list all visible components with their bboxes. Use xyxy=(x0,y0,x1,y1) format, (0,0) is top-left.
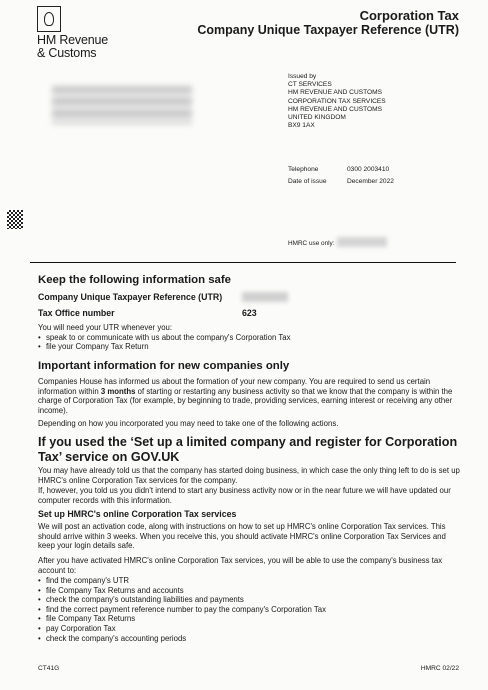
important-text-2: of starting or restarting any business activity so that we know that the company is within the charge of Corporation Tax (for example, by beginning to trade, providing services, earning interest or receiving any other income). xyxy=(38,386,453,415)
important-text-bold: 3 months xyxy=(100,386,136,396)
royal-crest-icon xyxy=(37,6,61,32)
setup-company-paragraph-2: If, however, you told us you didn't intend to start any business activity now or in the near future we will have updated our computer records with this information. xyxy=(38,486,451,505)
telephone-value: 0300 2003410 xyxy=(347,166,390,173)
issued-by-block xyxy=(288,73,386,130)
important-info-heading: Important information for new companies only xyxy=(38,360,290,372)
issued-by-line: BX9 1AX xyxy=(288,122,315,130)
online-services-list-wrap xyxy=(38,576,462,643)
list-item: • pay Corporation Tax xyxy=(38,624,462,634)
issued-by-line: HM REVENUE AND CUSTOMS xyxy=(288,89,383,97)
list-item: • file Company Tax Returns xyxy=(38,614,462,624)
list-item: • find the correct payment reference number to pay the company's Corporation Tax xyxy=(38,605,462,615)
utr-label: Company Unique Taxpayer Reference (UTR) xyxy=(38,292,223,302)
date-of-issue-value: December 2022 xyxy=(347,178,394,185)
issued-by-label: Issued by xyxy=(288,73,317,80)
logo-line-1: HM Revenue xyxy=(37,33,108,47)
hmrc-use-only-redacted xyxy=(337,237,387,247)
list-item: • check the company's accounting periods xyxy=(38,634,462,644)
title-line-1: Corporation Tax xyxy=(359,8,459,23)
online-services-heading: Set up HMRC's online Corporation Tax services xyxy=(38,509,237,519)
issued-by-line: UNITED KINGDOM xyxy=(288,114,346,122)
hmrc-logo xyxy=(37,6,117,60)
telephone-label: Telephone xyxy=(288,166,319,173)
tax-office-label: Tax Office number xyxy=(38,308,115,318)
hmrc-use-only-label: HMRC use only: xyxy=(288,240,335,247)
date-of-issue-label: Date of issue xyxy=(288,178,327,185)
important-info-paragraph-2: Depending on how you incorporated you may need to take one of the following actions. xyxy=(38,419,339,428)
list-item: • file Company Tax Returns and accounts xyxy=(38,586,462,596)
list-item: • file your Company Tax Return xyxy=(38,342,462,352)
online-services-paragraph-1: We will post an activation code, along with instructions on how to set up HMRC's online Corporation Tax services. This should arrive within 3 weeks. When you receive this, you should activate HMRC's online Corporation Tax Services and keep your login details safe. xyxy=(38,522,446,551)
setup-company-paragraph-1: You may have already told us that the company has started doing business, in which case the only thing left to do is set up HMRC's online Corporation Tax services for the company. xyxy=(38,466,460,485)
utr-usage-list xyxy=(38,333,462,352)
important-info-paragraph xyxy=(38,377,462,415)
section-divider xyxy=(30,262,456,263)
document-title xyxy=(197,8,459,38)
utr-value-redacted xyxy=(242,292,288,302)
keep-info-heading: Keep the following information safe xyxy=(38,274,232,286)
title-line-2: Company Unique Taxpayer Reference (UTR) xyxy=(197,23,459,37)
issued-by-line: HM REVENUE AND CUSTOMS xyxy=(288,105,383,113)
list-item: • speak to or communicate with us about the company's Corporation Tax xyxy=(38,333,462,343)
list-item: • find the company's UTR xyxy=(38,576,462,586)
setup-company-heading: If you used the ‘Set up a limited company and register for Corporation Tax’ service on GOV.UK xyxy=(38,435,458,464)
online-services-list xyxy=(38,576,462,643)
online-services-paragraph-2: After you have activated HMRC's online Corporation Tax services, you will be able to use the company's business tax account to: xyxy=(38,556,443,575)
list-item: • check the company's outstanding liabilities and payments xyxy=(38,595,462,605)
issued-by-line: CORPORATION TAX SERVICES xyxy=(288,97,386,105)
qr-code-icon xyxy=(7,210,23,229)
utr-usage xyxy=(38,323,462,352)
form-code: CT41G xyxy=(38,665,60,672)
logo-line-2: & Customs xyxy=(37,46,97,60)
utr-usage-intro: You will need your UTR whenever you: xyxy=(38,323,173,332)
form-version: HMRC 02/22 xyxy=(420,665,459,672)
tax-office-value: 623 xyxy=(242,308,257,318)
issued-by-line: CT SERVICES xyxy=(288,81,332,89)
important-text-1: Companies House has informed us about the formation of your new company. You are required to send us certain information within xyxy=(38,377,431,396)
recipient-address-redacted xyxy=(52,86,192,124)
contact-block xyxy=(288,164,394,188)
